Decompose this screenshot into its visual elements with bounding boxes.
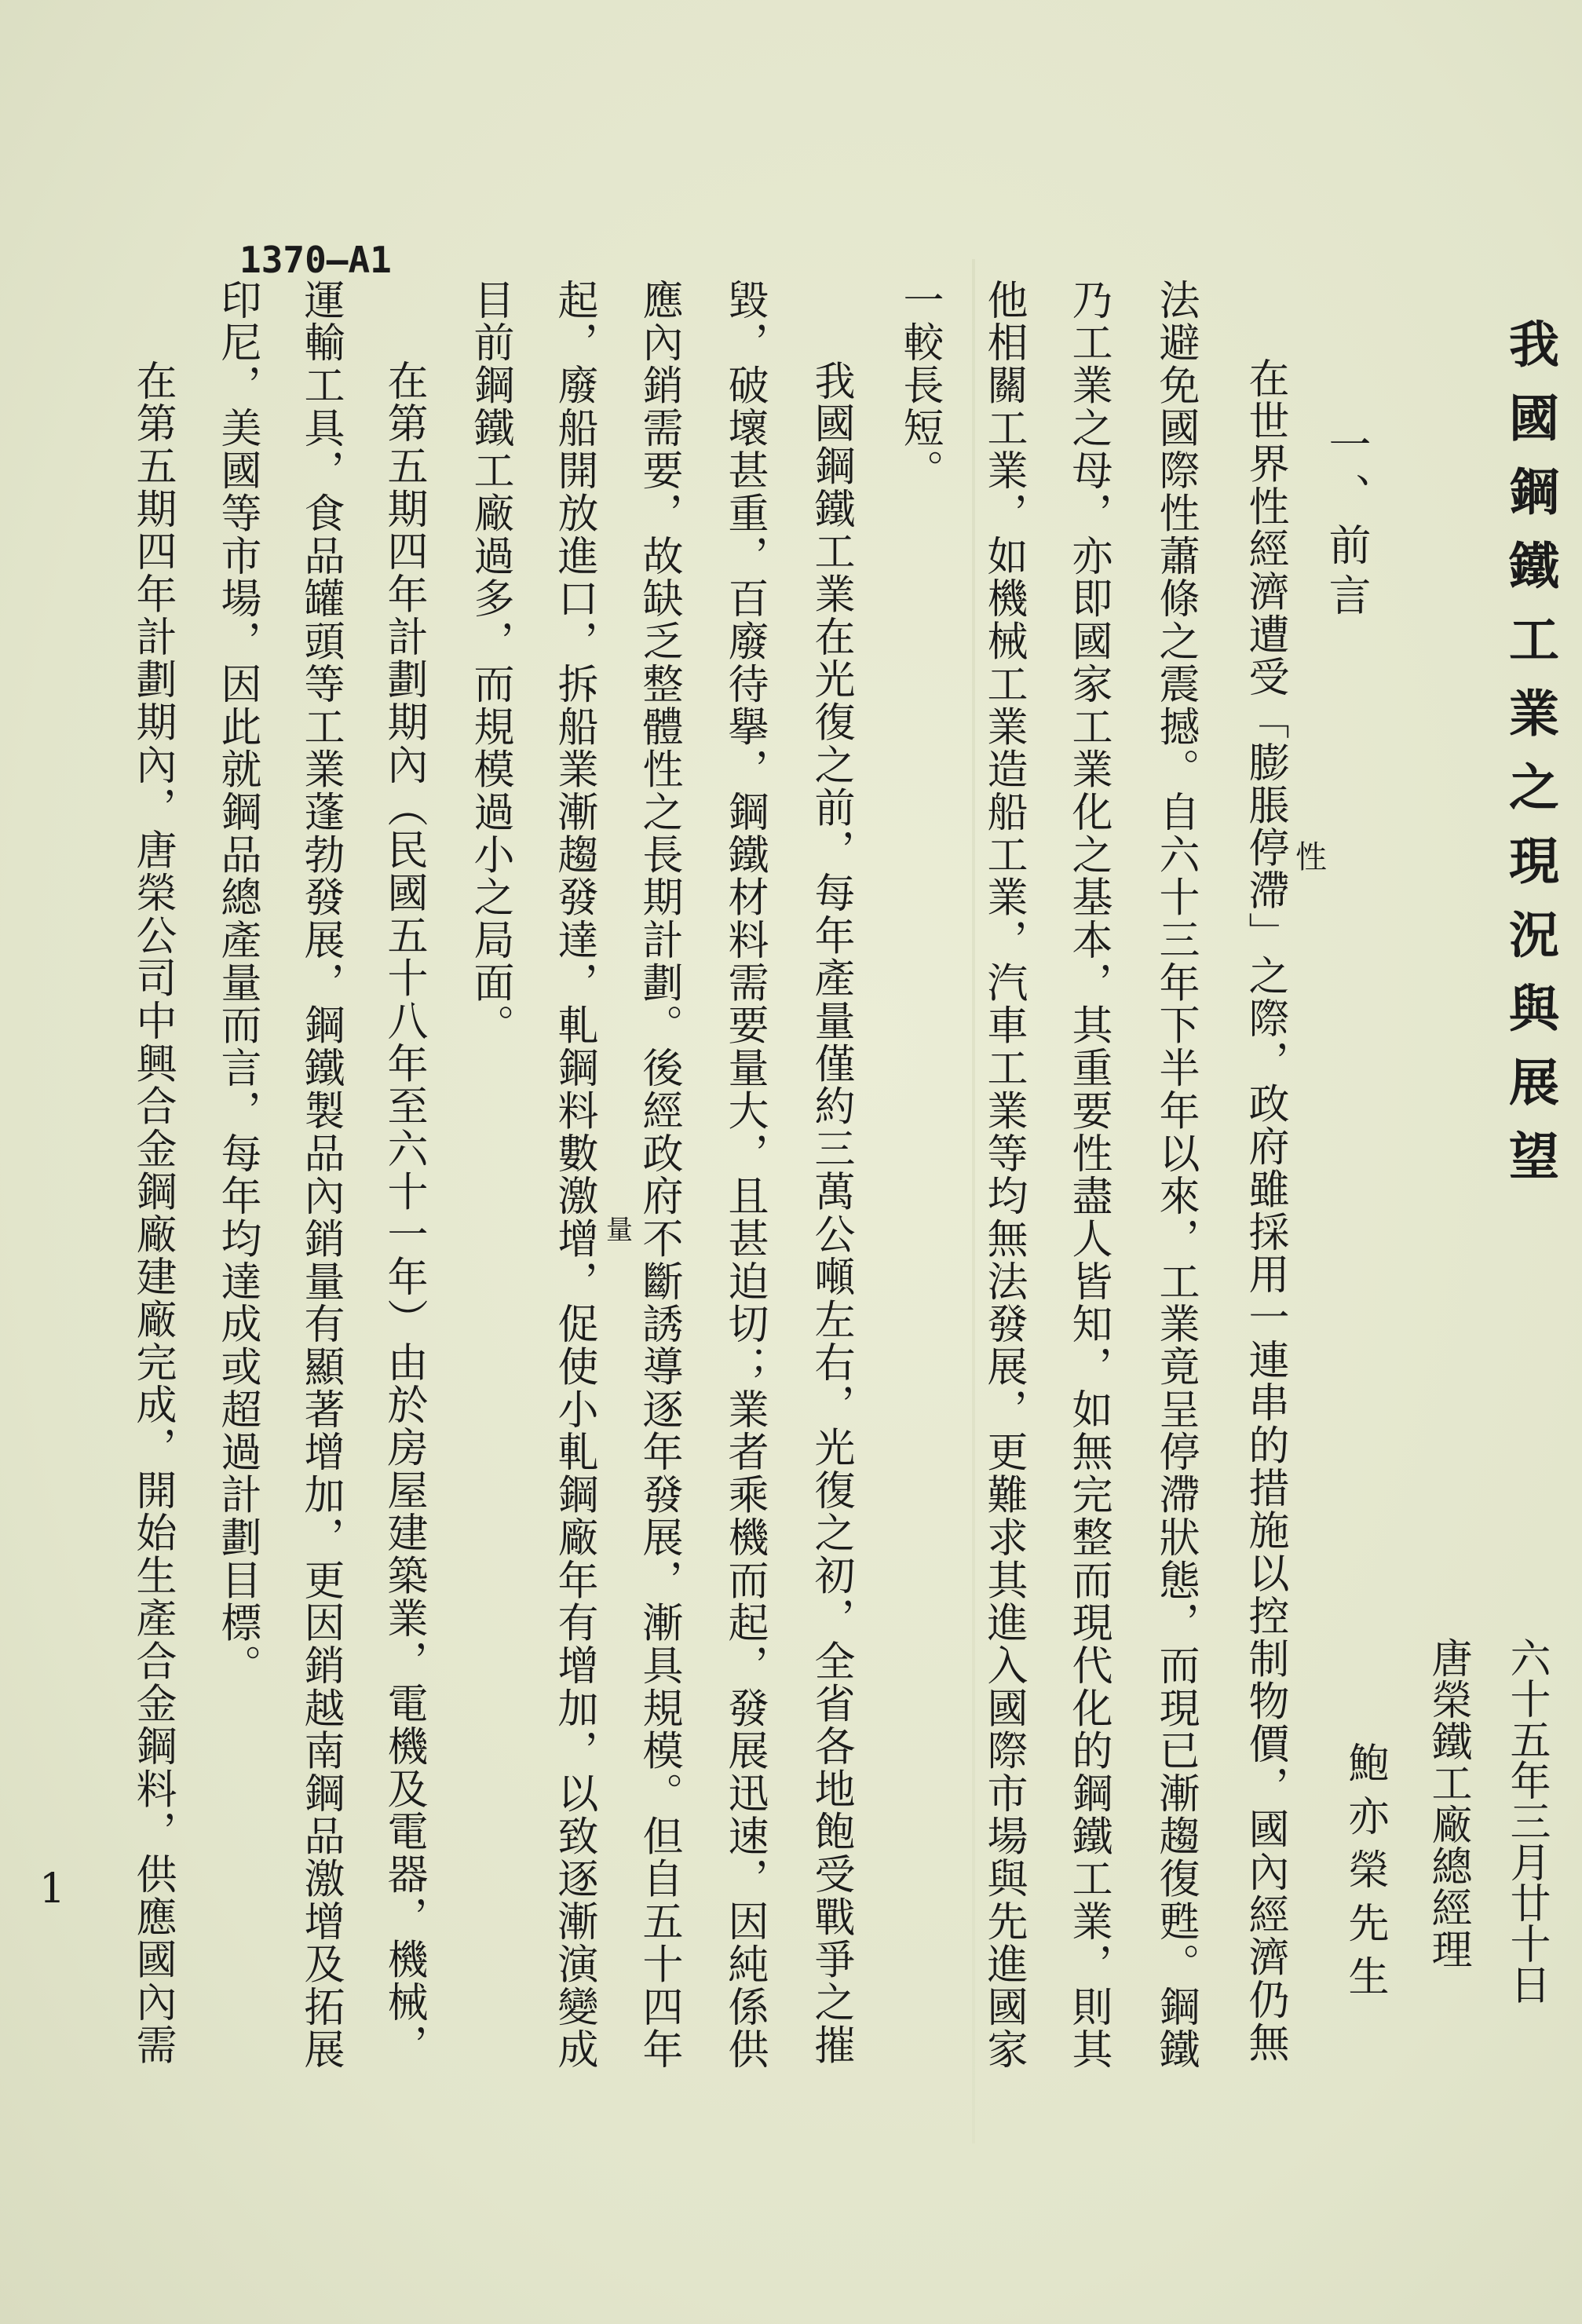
inserted-character-annotation: 量 — [606, 1215, 633, 1246]
text-column-5: 一較長短。 — [896, 279, 943, 492]
text-column-3: 乃工業之母，亦即國家工業化之基本，其重要性盡人皆知，如無完整而現代化的鋼鐵工業，則其 — [1065, 279, 1112, 2071]
text-column-11: 在第五期四年計劃期內（民國五十八年至六十一年）由於房屋建築業，電機及電器，機械， — [380, 360, 427, 2066]
article-title: 我國鋼鐵工業之現況與展望 — [1500, 318, 1559, 1204]
text-column-9: 起，廢船開放進口，拆船業漸趨發達，軋鋼料數激增，促使小軋鋼廠年有增加，以致逐漸演變成 — [550, 279, 597, 2071]
article-date: 六十五年三月廿十日 — [1503, 1637, 1550, 2004]
text-column-7: 毀，破壞甚重，百廢待擧，鋼鐵材料需要量大，且甚迫切；業者乘機而起，發展迅速，因純係供 — [721, 279, 768, 2071]
section-heading: 一、前言 — [1322, 422, 1372, 623]
text-column-4: 他相關工業，如機械工業造船工業，汽車工業等均無法發展，更難求其進入國際市場與先進國家 — [980, 279, 1027, 2071]
page-crease — [972, 259, 975, 2143]
document-code: 1370–A1 — [239, 239, 392, 281]
author-affiliation: 唐榮鐵工廠總經理 — [1424, 1637, 1471, 1970]
text-column-14: 在第五期四年計劃期內，唐榮公司中興合金鋼廠建廠完成，開始生產合金鋼料，供應國內需 — [129, 360, 176, 2066]
text-column-10: 目前鋼鐵工廠過多，而規模過小之局面。 — [466, 279, 513, 1047]
text-column-1: 在世界性經濟遭受「膨脹停滯」之際，政府雖採用一連串的措施以控制物價，國內經濟仍無 — [1241, 357, 1288, 2064]
text-column-13: 印尼，美國等市場，因此就鋼品總產量而言，每年均達成或超過計劃目標。 — [214, 279, 261, 1687]
text-column-8: 應內銷需要，故缺乏整體性之長期計劃。後經政府不斷誘導逐年發展，漸具規模。但自五十四年 — [635, 279, 682, 2071]
author-name: 鮑亦榮先生 — [1341, 1741, 1388, 2008]
text-column-2: 法避免國際性蕭條之震撼。自六十三年下半年以來，工業竟呈停滯狀態，而現已漸趨復甦。鋼鐵 — [1152, 279, 1199, 2071]
inserted-character-annotation: 性 — [1295, 839, 1327, 875]
page-number: 1 — [39, 1865, 66, 1913]
text-column-6: 我國鋼鐵工業在光復之前，每年產量僅約三萬公噸左右，光復之初，全省各地飽受戰爭之摧 — [807, 360, 854, 2066]
text-column-12: 運輸工具，食品罐頭等工業蓬勃發展，鋼鐵製品內銷量有顯著增加，更因銷越南鋼品激增及拓展 — [297, 279, 344, 2071]
